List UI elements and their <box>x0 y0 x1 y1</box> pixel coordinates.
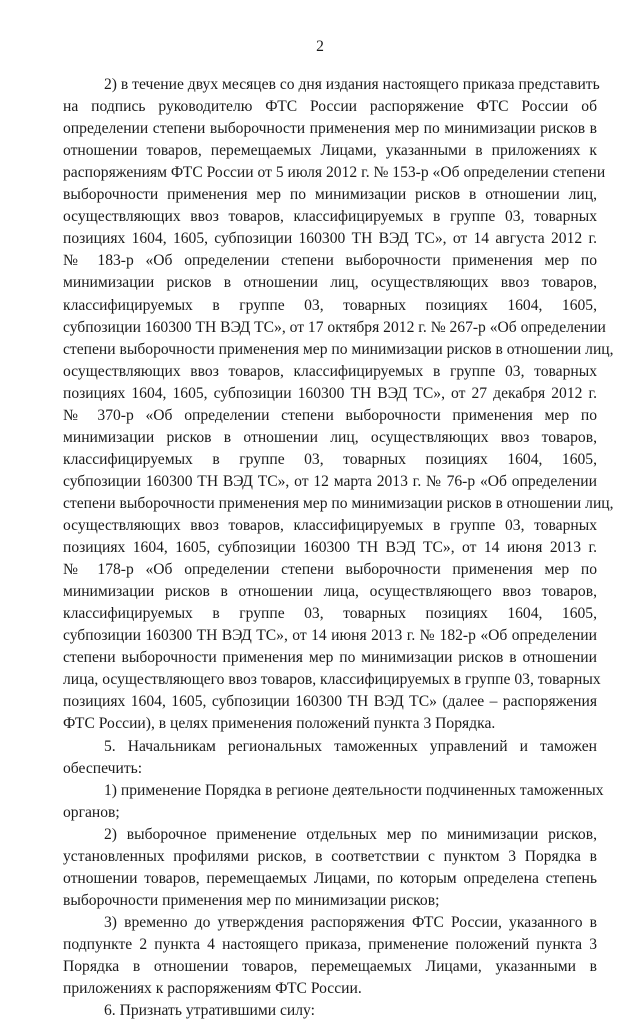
text-line: выборочности применения мер по минимизации рисков; <box>63 891 440 909</box>
text-line: подпункте 2 пункта 4 настоящего приказа, применение положений пункта 3 <box>63 935 597 953</box>
text-line: распоряжениям ФТС России от 5 июля 2012 г. № 153-р «Об определении степени <box>63 164 606 182</box>
text-line: 5. Начальникам региональных таможенных управлений и таможен <box>104 737 597 755</box>
text-line: степени выборочности применения мер по минимизации рисков в отношении лиц, <box>63 494 614 512</box>
text-line: позициях 1604, 1605, субпозиции 160300 ТН ВЭД ТС» (далее – распоряжения <box>63 693 597 711</box>
text-line: Порядка в отношении товаров, перемещаемых Лицами, указанными в <box>63 958 597 975</box>
text-line: минимизации рисков в отношении лиц, осуществляющих ввоз товаров, <box>63 274 597 292</box>
text-line: субпозиции 160300 ТН ВЭД ТС», от 17 октября 2012 г. № 267-р «Об определении <box>63 318 606 336</box>
text-line: субпозиции 160300 ТН ВЭД ТС», от 14 июня 2013 г. № 182-р «Об определении <box>63 627 597 645</box>
text-line: выборочности применения мер по минимизации рисков в отношении лиц, <box>63 186 597 204</box>
text-line: классифицируемых в группе 03, товарных позициях 1604, 1605, <box>63 450 597 468</box>
text-line: органов; <box>63 803 120 821</box>
text-line: классифицируемых в группе 03, товарных позициях 1604, 1605, <box>63 296 597 314</box>
text-line: отношении товаров, перемещаемых Лицами, по которым определена степень <box>63 869 597 887</box>
text-line: осуществляющих ввоз товаров, классифицируемых в группе 03, товарных <box>63 517 597 534</box>
text-line: лица, осуществляющего ввоз товаров, классифицируемых в группе 03, товарных <box>63 671 601 689</box>
text-line: приложениях к распоряжениям ФТС России. <box>63 980 362 998</box>
text-line: на подпись руководителю ФТС России распоряжение ФТС России об <box>63 98 597 116</box>
text-line: ФТС России), в целях применения положений пункта 3 Порядка. <box>63 715 496 733</box>
text-line: степени выборочности применения мер по минимизации рисков в отношении <box>63 649 597 667</box>
text-line: определении степени выборочности применения мер по минимизации рисков в <box>63 120 597 138</box>
text-line: позициях 1604, 1605, субпозиции 160300 ТН ВЭД ТС», от 27 декабря 2012 г. <box>63 384 597 402</box>
text-line: № 183-р «Об определении степени выборочности применения мер по <box>63 252 597 270</box>
text-line: № 178-р «Об определении степени выборочности применения мер по <box>63 561 597 579</box>
text-line: установленных профилями рисков, в соответствии с пунктом 3 Порядка в <box>63 847 597 865</box>
page-number: 2 <box>316 38 324 55</box>
text-line: отношении товаров, перемещаемых Лицами, указанными в приложениях к <box>63 142 597 160</box>
text-line: № 370-р «Об определении степени выборочности применения мер по <box>63 406 597 424</box>
text-line: 1) применение Порядка в регионе деятельности подчиненных таможенных <box>104 781 604 799</box>
text-line: позициях 1604, 1605, субпозиции 160300 ТН ВЭД ТС», от 14 июня 2013 г. <box>63 539 597 557</box>
text-line: 2) в течение двух месяцев со дня издания настоящего приказа представить <box>104 76 600 93</box>
text-line: 6. Признать утратившими силу: <box>104 1002 315 1020</box>
text-line: минимизации рисков в отношении лица, осуществляющего ввоз товаров, <box>63 583 597 601</box>
text-line: осуществляющих ввоз товаров, классифицируемых в группе 03, товарных <box>63 362 597 380</box>
text-line: осуществляющих ввоз товаров, классифицируемых в группе 03, товарных <box>63 208 597 226</box>
text-line: 3) временно до утверждения распоряжения ФТС России, указанного в <box>104 913 597 931</box>
text-line: 2) выборочное применение отдельных мер по минимизации рисков, <box>104 825 597 843</box>
text-line: позициях 1604, 1605, субпозиции 160300 ТН ВЭД ТС», от 14 августа 2012 г. <box>63 230 597 248</box>
text-line: классифицируемых в группе 03, товарных позициях 1604, 1605, <box>63 605 597 623</box>
text-line: обеспечить: <box>63 759 143 777</box>
text-line: субпозиции 160300 ТН ВЭД ТС», от 12 марта 2013 г. № 76-р «Об определении <box>63 472 597 490</box>
text-line: степени выборочности применения мер по минимизации рисков в отношении лиц, <box>63 340 614 358</box>
text-line: минимизации рисков в отношении лиц, осуществляющих ввоз товаров, <box>63 428 597 446</box>
